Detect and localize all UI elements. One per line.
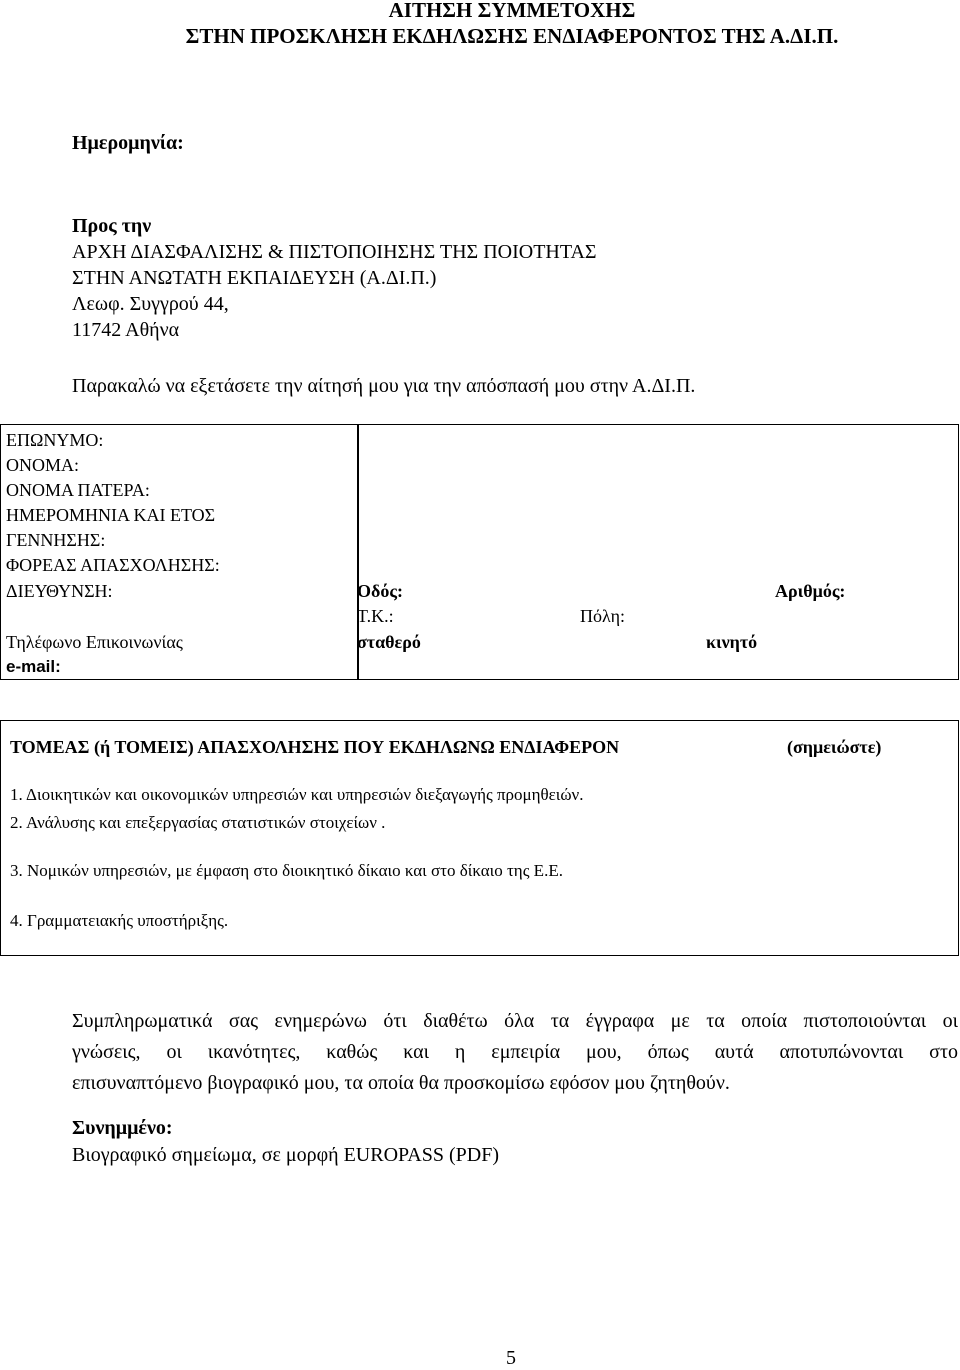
mobile-label: κινητό xyxy=(706,632,758,652)
date-label: Ημερομηνία: xyxy=(72,132,184,154)
postcode-label: Τ.Κ.: xyxy=(357,606,394,626)
closing-line1: Συμπληρωματικά σας ενημερώνω ότι διαθέτω όλα τα έγγραφα με τα οποία πιστοποιούνται οι xyxy=(72,1010,958,1032)
name-label: ΟΝΟΜΑ: xyxy=(6,455,80,475)
employer-label: ΦΟΡΕΑΣ ΑΠΑΣΧΟΛΗΣΗΣ: xyxy=(6,555,220,575)
recipient-line4: 11742 Αθήνα xyxy=(72,319,180,341)
surname-label: ΕΠΩΝΥΜΟ: xyxy=(6,430,104,450)
closing-paragraph xyxy=(72,1006,958,1099)
email-label: e-mail: xyxy=(6,657,61,676)
closing-line2: γνώσεις, οι ικανότητες, καθώς και η εμπειρία μου, όπως αυτά αποτυπώνονται στο xyxy=(72,1041,958,1063)
phone-label: Τηλέφωνο Επικοινωνίας xyxy=(6,632,183,652)
sectors-heading: ΤΟΜΕΑΣ (ή ΤΟΜΕΙΣ) ΑΠΑΣΧΟΛΗΣΗΣ ΠΟΥ ΕΚΔΗΛΩΝΩ ΕΝΔΙΑΦΕΡΟΝ xyxy=(10,737,620,757)
birth-date-label-line2: ΓΕΝΝΗΣΗΣ: xyxy=(6,530,106,550)
document-title-line2: ΣΤΗΝ ΠΡΟΣΚΛΗΣΗ ΕΚΔΗΛΩΣΗΣ ΕΝΔΙΑΦΕΡΟΝΤΟΣ ΤΗΣ Α.ΔΙ.Π. xyxy=(185,24,839,48)
number-label: Αριθμός: xyxy=(775,581,846,601)
street-label: Οδός: xyxy=(357,581,403,601)
attachment-text: Βιογραφικό σημείωμα, σε μορφή EUROPASS (PDF) xyxy=(72,1144,500,1166)
recipient-line2: ΣΤΗΝ ΑΝΩΤΑΤΗ ΕΚΠΑΙΔΕΥΣΗ (Α.ΔΙ.Π.) xyxy=(72,267,437,289)
page-number: 5 xyxy=(506,1347,516,1369)
city-label: Πόλη: xyxy=(580,606,625,626)
mark-label: (σημειώστε) xyxy=(787,737,882,757)
sector-item-1: 1. Διοικητικών και οικονομικών υπηρεσιών και υπηρεσιών διεξαγωγής προμηθειών. xyxy=(10,785,584,804)
sector-item-3: 3. Νομικών υπηρεσιών, με έμφαση στο διοικητικό δίκαιο και στο δίκαιο της Ε.Ε. xyxy=(10,861,563,880)
recipient-to: Προς την xyxy=(72,215,152,237)
birth-date-label-line1: ΗΜΕΡΟΜΗΝΙΑ ΚΑΙ ΕΤΟΣ xyxy=(6,505,216,525)
father-name-label: ΟΝΟΜΑ ΠΑΤΕΡΑ: xyxy=(6,480,150,500)
attachment-label: Συνημμένο: xyxy=(72,1117,173,1139)
address-label: ΔΙΕΥΘΥΝΣΗ: xyxy=(6,581,113,601)
document-title-line1: ΑΙΤΗΣΗ ΣΥΜΜΕΤΟΧΗΣ xyxy=(388,0,636,22)
sector-item-2: 2. Ανάλυσης και επεξεργασίας στατιστικών στοιχείων . xyxy=(10,813,386,832)
sector-item-4: 4. Γραμματειακής υποστήριξης. xyxy=(10,911,229,930)
landline-label: σταθερό xyxy=(357,632,421,652)
recipient-line1: ΑΡΧΗ ΔΙΑΣΦΑΛΙΣΗΣ & ΠΙΣΤΟΠΟΙΗΣΗΣ ΤΗΣ ΠΟΙΟΤΗΤΑΣ xyxy=(72,241,597,263)
recipient-line3: Λεωφ. Συγγρού 44, xyxy=(72,293,229,315)
closing-line3: επισυναπτόμενο βιογραφικό μου, τα οποία θα προσκομίσω εφόσον μου ζητηθούν. xyxy=(72,1072,730,1094)
request-text: Παρακαλώ να εξετάσετε την αίτησή μου για την απόσπασή μου στην Α.ΔΙ.Π. xyxy=(72,375,696,397)
